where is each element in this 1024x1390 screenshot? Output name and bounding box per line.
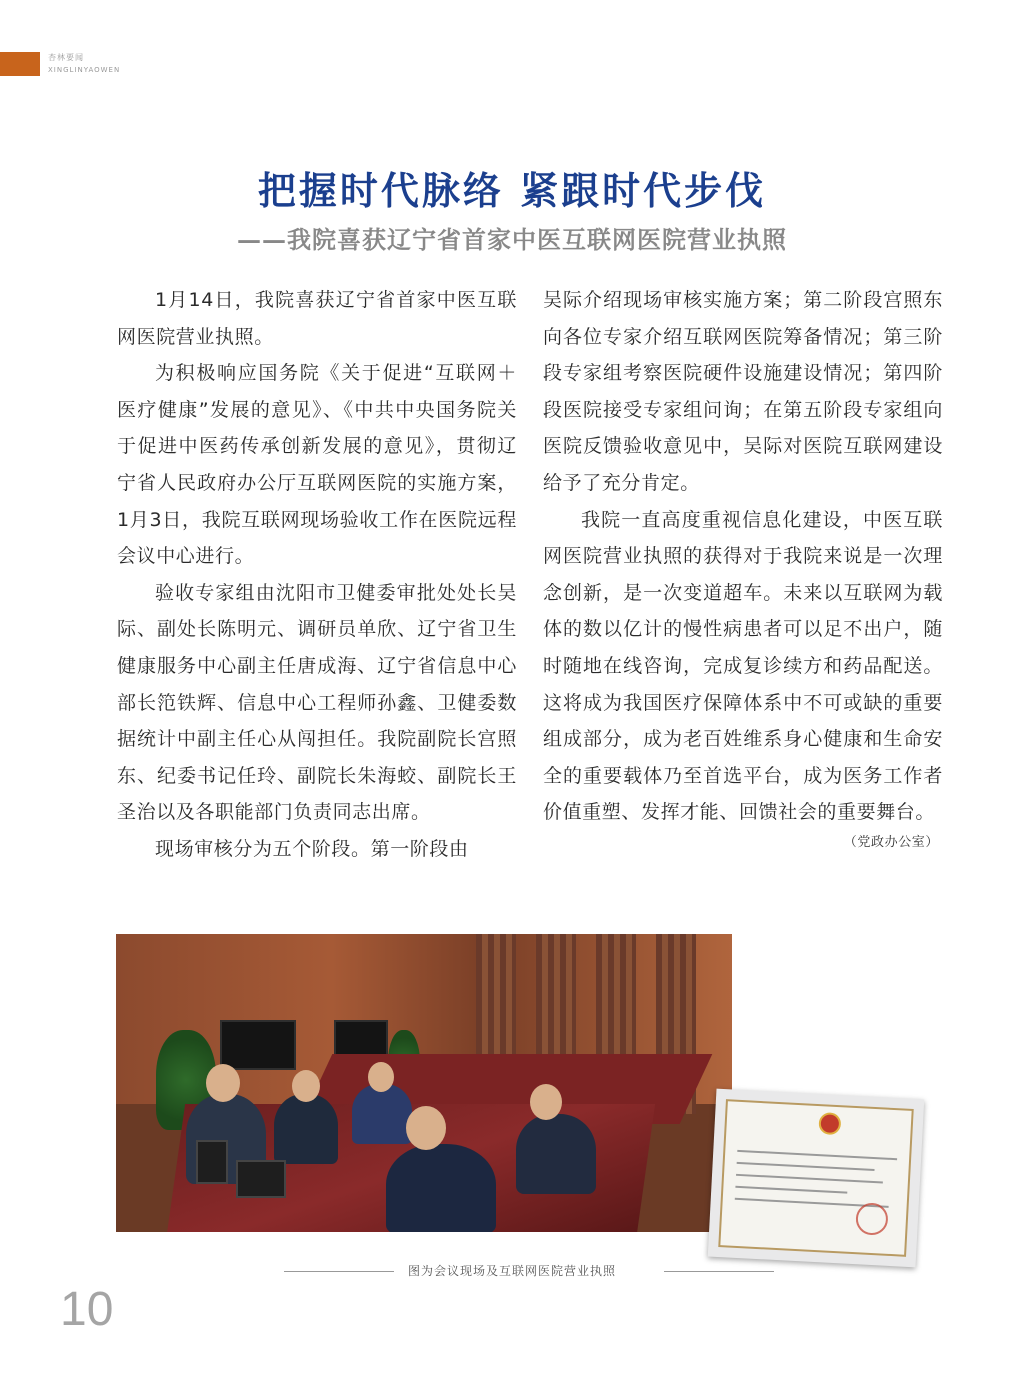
article-subtitle: ——我院喜获辽宁省首家中医互联网医院营业执照 xyxy=(237,225,787,254)
paragraph: 为积极响应国务院《关于促进“互联网＋医疗健康”发展的意见》、《中共中央国务院关于促进中医药传承创新发展的意见》，贯彻辽宁省人民政府办公厅互联网医院的实施方案，1月3日，我院互联网现场验收工作在医院远程会议中心进行。 xyxy=(117,362,517,568)
photo-person-head xyxy=(292,1070,320,1102)
national-emblem-icon xyxy=(818,1112,841,1135)
article-column-right xyxy=(543,282,943,853)
photo-person-head xyxy=(206,1064,240,1102)
section-tab-marker xyxy=(0,52,40,76)
meeting-photo xyxy=(116,934,732,1232)
photo-person xyxy=(516,1114,596,1194)
article-signature: （党政办公室） xyxy=(843,834,939,850)
section-name: 杏林要闻 xyxy=(48,53,84,62)
paragraph: 我院一直高度重视信息化建设，中医互联网医院营业执照的获得对于我院来说是一次理念创新，是一次变道超车。未来以互联网为载体的数以亿计的慢性病患者可以足不出户，随时随地在线咨询，完成复诊续方和药品配送。这将成为我国医疗保障体系中不可或缺的重要组成部分，成为老百姓维系身心健康和生命安全的重要载体乃至首选平台，成为医务工作者价值重塑、发挥才能、回馈社会的重要舞台。 xyxy=(543,508,943,824)
section-name-pinyin: XINGLINYAOWEN xyxy=(48,66,121,74)
page-number: 10 xyxy=(60,1283,114,1336)
business-license-photo xyxy=(708,1089,925,1268)
photo-person-head xyxy=(530,1084,562,1120)
figure-caption: 图为会议现场及互联网医院营业执照 xyxy=(407,1264,616,1278)
paragraph-continuation: 吴际介绍现场审核实施方案；第二阶段宫照东向各位专家介绍互联网医院筹备情况；第三阶段专家组考察医院硬件设施建设情况；第四阶段医院接受专家组问询；在第五阶段专家组向医院反馈验收意见中，吴际对医院互联网建设给予了充分肯定。 xyxy=(543,289,943,494)
photo-laptop xyxy=(196,1140,228,1184)
license-frame xyxy=(718,1099,913,1257)
photo-laptop xyxy=(236,1160,286,1198)
photo-person xyxy=(274,1094,338,1164)
paragraph: 现场审核分为五个阶段。第一阶段由 xyxy=(155,837,469,860)
license-seal-icon xyxy=(855,1202,889,1236)
photo-person-head xyxy=(368,1062,394,1092)
photo-person-head xyxy=(406,1106,446,1150)
paragraph: 验收专家组由沈阳市卫健委审批处处长吴际、副处长陈明元、调研员单欣、辽宁省卫生健康服务中心副主任唐成海、辽宁省信息中心部长笵铁辉、信息中心工程师孙鑫、卫健委数据统计中副主任心从闯担任。我院副院长宫照东、纪委书记任玲、副院长朱海蛟、副院长王圣治以及各职能部门负责同志出席。 xyxy=(117,581,517,824)
article-title: 把握时代脉络 紧跟时代步伐 xyxy=(257,168,767,213)
article-column-left xyxy=(117,282,517,868)
photo-person xyxy=(386,1144,496,1232)
paragraph: 1月14日，我院喜获辽宁省首家中医互联网医院营业执照。 xyxy=(117,289,517,348)
photo-person xyxy=(352,1084,412,1144)
photo-tv xyxy=(220,1020,296,1070)
